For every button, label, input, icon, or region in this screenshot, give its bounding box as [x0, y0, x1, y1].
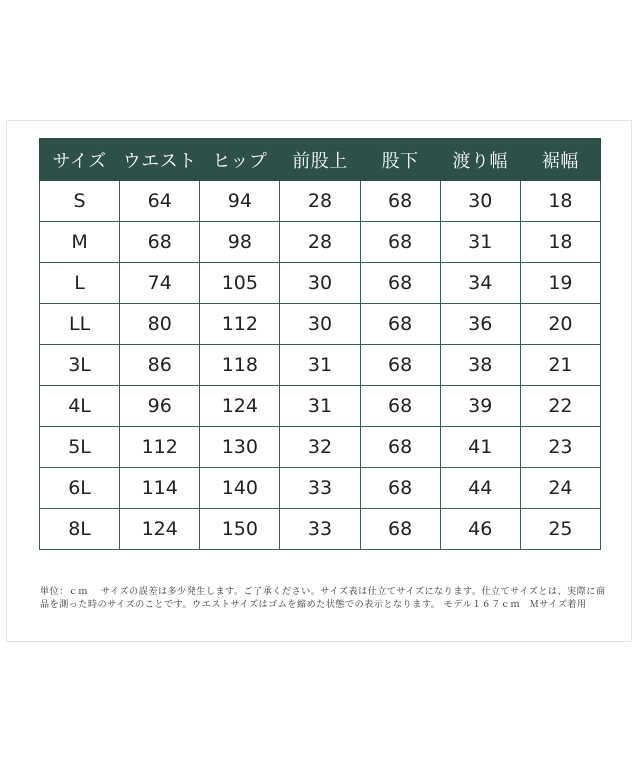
measurement-cell: 31 [280, 386, 360, 427]
measurement-cell: 140 [200, 468, 280, 509]
measurement-cell: 68 [360, 345, 440, 386]
measurement-cell: 33 [280, 468, 360, 509]
measurement-cell: 68 [120, 222, 200, 263]
measurement-cell: 31 [280, 345, 360, 386]
size-chart-header [40, 139, 601, 181]
measurement-cell: 28 [280, 181, 360, 222]
measurement-cell: 39 [440, 386, 520, 427]
table-row [40, 427, 601, 468]
measurement-cell: 130 [200, 427, 280, 468]
measurement-cell: 68 [360, 263, 440, 304]
table-row [40, 263, 601, 304]
measurement-cell: 68 [360, 181, 440, 222]
measurement-cell: 124 [200, 386, 280, 427]
table-row [40, 509, 601, 550]
measurement-cell: 31 [440, 222, 520, 263]
measurement-cell: 64 [120, 181, 200, 222]
measurement-cell: 19 [520, 263, 600, 304]
measurement-cell: 68 [360, 509, 440, 550]
measurement-cell: 30 [280, 304, 360, 345]
column-header: ヒップ [200, 139, 280, 181]
measurement-cell: 30 [440, 181, 520, 222]
header-row [40, 139, 601, 181]
measurement-cell: 68 [360, 468, 440, 509]
column-header: ウエスト [120, 139, 200, 181]
size-label-cell: L [40, 263, 120, 304]
size-label-cell: 4L [40, 386, 120, 427]
table-row [40, 304, 601, 345]
measurement-cell: 118 [200, 345, 280, 386]
measurement-cell: 20 [520, 304, 600, 345]
column-header: 裾幅 [520, 139, 600, 181]
measurement-cell: 18 [520, 222, 600, 263]
measurement-cell: 24 [520, 468, 600, 509]
size-label-cell: M [40, 222, 120, 263]
measurement-cell: 124 [120, 509, 200, 550]
column-header: サイズ [40, 139, 120, 181]
measurement-cell: 98 [200, 222, 280, 263]
size-label-cell: 8L [40, 509, 120, 550]
measurement-cell: 25 [520, 509, 600, 550]
table-row [40, 468, 601, 509]
column-header: 股下 [360, 139, 440, 181]
measurement-cell: 33 [280, 509, 360, 550]
measurement-cell: 68 [360, 222, 440, 263]
table-row [40, 222, 601, 263]
measurement-cell: 68 [360, 386, 440, 427]
measurement-cell: 105 [200, 263, 280, 304]
column-header: 渡り幅 [440, 139, 520, 181]
measurement-cell: 114 [120, 468, 200, 509]
size-note: 単位：ｃｍ サイズの誤差は多少発生します。ご了承ください。サイズ表は仕立てサイズになります。仕立てサイズとは、実際に商品を測った時のサイズのことです。ウエストサイズはゴムを縮めた状態での表示となります。 モデル１６７ｃｍ Ｍサイズ着用 [40, 587, 606, 610]
measurement-cell: 41 [440, 427, 520, 468]
table-row [40, 181, 601, 222]
size-chart-table [39, 138, 601, 550]
measurement-cell: 86 [120, 345, 200, 386]
measurement-cell: 32 [280, 427, 360, 468]
size-label-cell: S [40, 181, 120, 222]
measurement-cell: 23 [520, 427, 600, 468]
measurement-cell: 18 [520, 181, 600, 222]
measurement-cell: 68 [360, 304, 440, 345]
measurement-cell: 36 [440, 304, 520, 345]
table-row [40, 345, 601, 386]
column-header: 前股上 [280, 139, 360, 181]
measurement-cell: 38 [440, 345, 520, 386]
size-label-cell: LL [40, 304, 120, 345]
measurement-cell: 150 [200, 509, 280, 550]
measurement-cell: 44 [440, 468, 520, 509]
measurement-cell: 96 [120, 386, 200, 427]
size-chart-body [40, 181, 601, 550]
size-label-cell: 6L [40, 468, 120, 509]
measurement-cell: 46 [440, 509, 520, 550]
table-row [40, 386, 601, 427]
measurement-cell: 30 [280, 263, 360, 304]
measurement-cell: 68 [360, 427, 440, 468]
measurement-cell: 112 [120, 427, 200, 468]
size-label-cell: 5L [40, 427, 120, 468]
measurement-cell: 22 [520, 386, 600, 427]
measurement-cell: 74 [120, 263, 200, 304]
size-label-cell: 3L [40, 345, 120, 386]
measurement-cell: 112 [200, 304, 280, 345]
measurement-cell: 80 [120, 304, 200, 345]
measurement-cell: 21 [520, 345, 600, 386]
measurement-cell: 28 [280, 222, 360, 263]
measurement-cell: 94 [200, 181, 280, 222]
measurement-cell: 34 [440, 263, 520, 304]
